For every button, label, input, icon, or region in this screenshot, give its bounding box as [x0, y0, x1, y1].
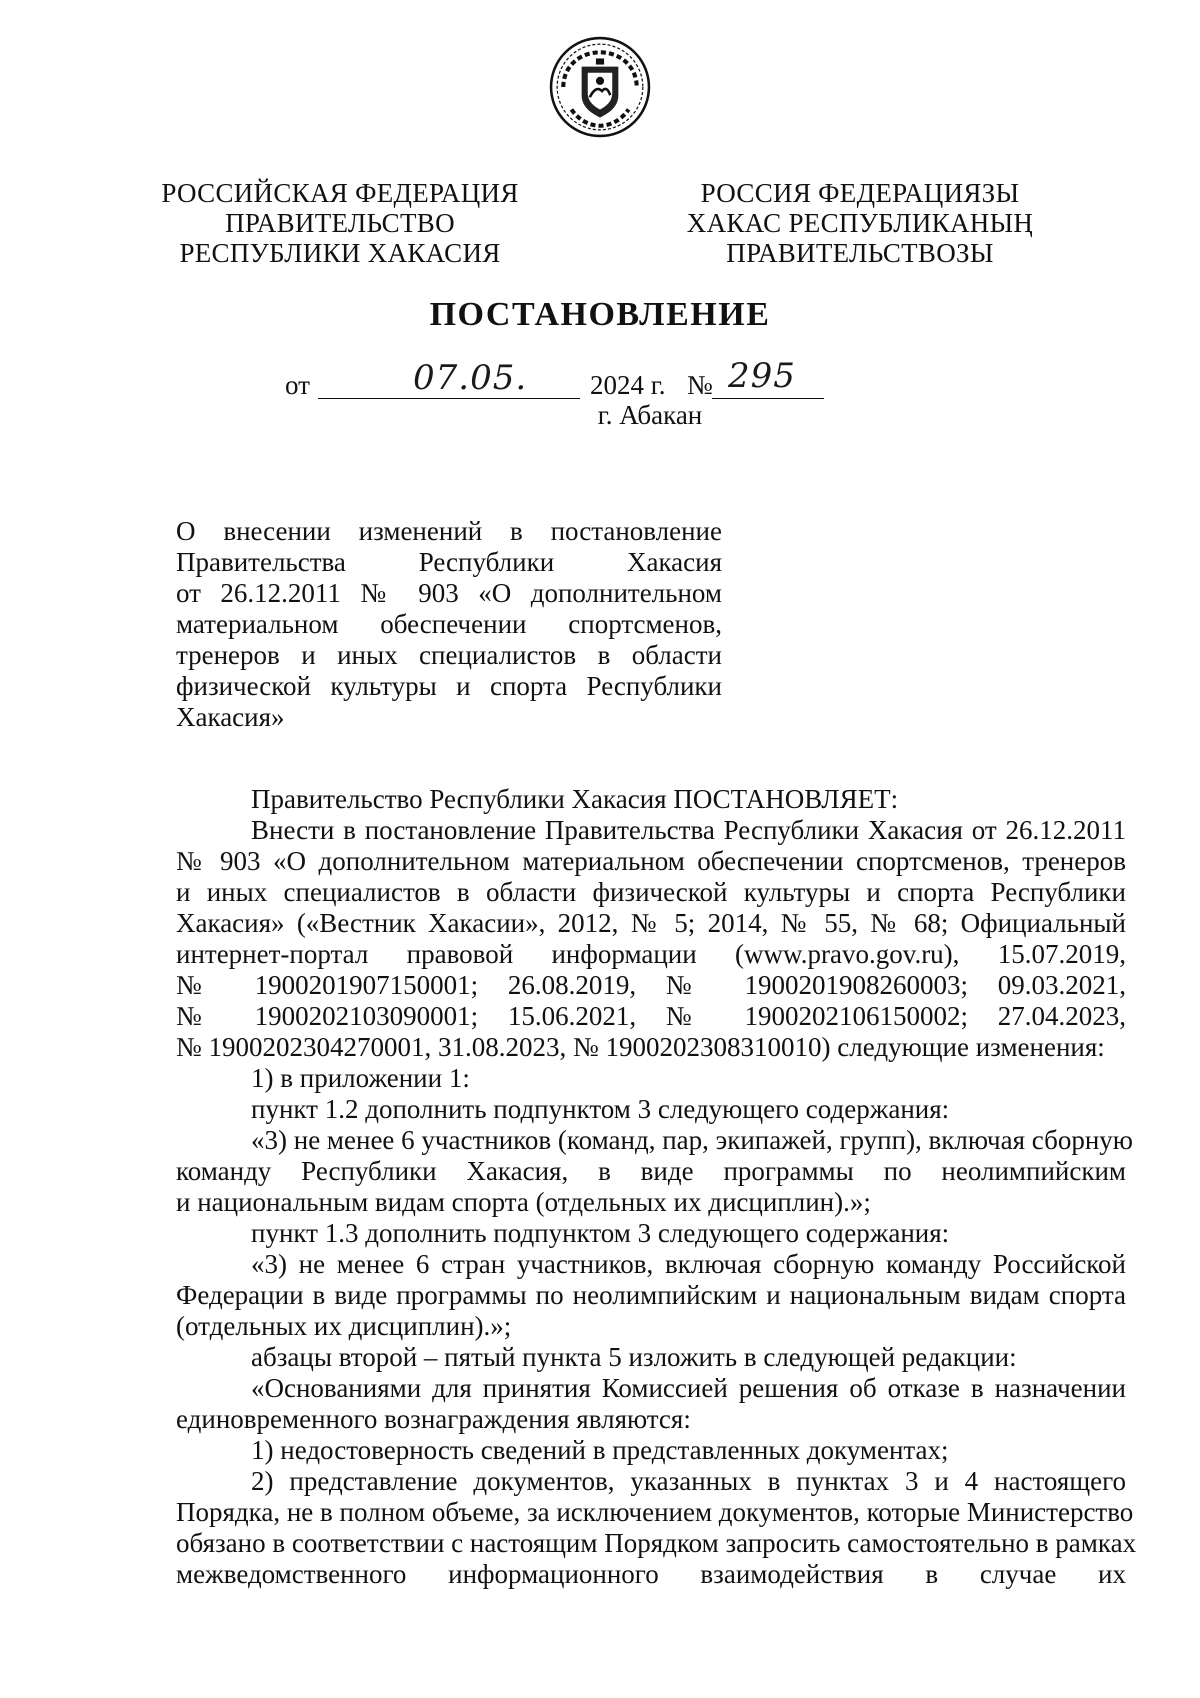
- date-underline: [318, 398, 580, 399]
- body-line: (отдельных их дисциплин).»;: [176, 1311, 512, 1341]
- body-line: Правительство Республики Хакасия ПОСТАНОВЛЯЕТ:: [251, 784, 899, 814]
- body-line: № 903 «О дополнительном материальном обеспечении спортсменов, тренеров: [176, 846, 1126, 876]
- subject-line: от 26.12.2011 № 903 «О дополнительном: [176, 578, 722, 608]
- body-line: «3) не менее 6 участников (команд, пар, экипажей, групп), включая сборную: [251, 1125, 1133, 1155]
- header-right-line: ХАКАС РЕСПУБЛИКАНЫҢ: [686, 208, 1034, 238]
- number-label: №: [687, 370, 713, 400]
- body-line: Порядка, не в полном объеме, за исключением документов, которые Министерство: [176, 1497, 1134, 1527]
- subject-line: О внесении изменений в постановление: [176, 516, 722, 546]
- header-left-line: РЕСПУБЛИКИ ХАКАСИЯ: [179, 238, 501, 268]
- document-subject: [176, 516, 722, 733]
- subject-line: Правительства Республики Хакасия: [176, 547, 722, 577]
- document-type-title: ПОСТАНОВЛЕНИЕ: [429, 296, 771, 333]
- subject-line: тренеров и иных специалистов в области: [176, 640, 722, 670]
- coat-of-arms-emblem: [549, 36, 651, 138]
- body-line: пункт 1.2 дополнить подпунктом 3 следующего содержания:: [251, 1094, 950, 1124]
- header-right-khakas: [680, 178, 1040, 268]
- body-line: пункт 1.3 дополнить подпунктом 3 следующего содержания:: [251, 1218, 950, 1248]
- year-label: 2024 г.: [590, 370, 666, 400]
- body-line: и иных специалистов в области физической культуры и спорта Республики: [176, 877, 1126, 907]
- header-left-russian: [160, 178, 520, 268]
- body-line: Федерации в виде программы по неолимпийским и национальным видам спорта: [176, 1280, 1126, 1310]
- header-left-line: РОССИЙСКАЯ ФЕДЕРАЦИЯ: [161, 178, 519, 208]
- body-line: «Основаниями для принятия Комиссией решения об отказе в назначении: [251, 1373, 1126, 1403]
- body-line: № 1900202304270001, 31.08.2023, № 1900202308310010) следующие изменения:: [176, 1032, 1105, 1062]
- document-body: [176, 784, 1137, 1590]
- handwritten-date: 07.05.: [413, 358, 528, 398]
- body-line: и национальным видам спорта (отдельных их дисциплин).»;: [176, 1187, 871, 1217]
- city-name: г. Абакан: [597, 400, 703, 430]
- body-line: команду Республики Хакасия, в виде программы по неолимпийским: [176, 1156, 1126, 1186]
- subject-line: материальном обеспечении спортсменов,: [176, 609, 722, 639]
- number-underline: [712, 398, 824, 399]
- body-line: «3) не менее 6 стран участников, включая сборную команду Российской: [251, 1249, 1126, 1279]
- from-label: от: [285, 370, 310, 400]
- body-line: интернет-портал правовой информации (www.pravo.gov.ru), 15.07.2019,: [176, 939, 1126, 969]
- body-line: 1) в приложении 1:: [251, 1063, 470, 1093]
- city-line: [0, 400, 1200, 431]
- header-right-line: РОССИЯ ФЕДЕРАЦИЯЗЫ: [700, 178, 1020, 208]
- body-line: 2) представление документов, указанных в пунктах 3 и 4 настоящего: [251, 1466, 1126, 1496]
- body-line: межведомственного информационного взаимодействия в случае их: [176, 1559, 1126, 1589]
- subject-line: физической культуры и спорта Республики: [176, 671, 722, 701]
- body-line: № 1900201907150001; 26.08.2019, № 1900201908260003; 09.03.2021,: [176, 970, 1126, 1000]
- header-left-line: ПРАВИТЕЛЬСТВО: [225, 208, 455, 238]
- handwritten-number: 295: [728, 356, 796, 396]
- body-line: обязано в соответствии с настоящим Порядком запросить самостоятельно в рамках: [176, 1528, 1137, 1558]
- body-line: № 1900202103090001; 15.06.2021, № 1900202106150002; 27.04.2023,: [176, 1001, 1126, 1031]
- body-line: Хакасия» («Вестник Хакасии», 2012, № 5; 2014, № 55, № 68; Официальный: [176, 908, 1126, 938]
- body-line: единовременного вознаграждения являются:: [176, 1404, 691, 1434]
- date-number-line: [0, 356, 1200, 402]
- body-line: Внести в постановление Правительства Республики Хакасия от 26.12.2011: [251, 815, 1126, 845]
- body-line: абзацы второй – пятый пункта 5 изложить в следующей редакции:: [251, 1342, 1017, 1372]
- header-right-line: ПРАВИТЕЛЬСТВОЗЫ: [726, 238, 994, 268]
- subject-line: Хакасия»: [176, 702, 285, 732]
- body-line: 1) недостоверность сведений в представленных документах;: [251, 1435, 949, 1465]
